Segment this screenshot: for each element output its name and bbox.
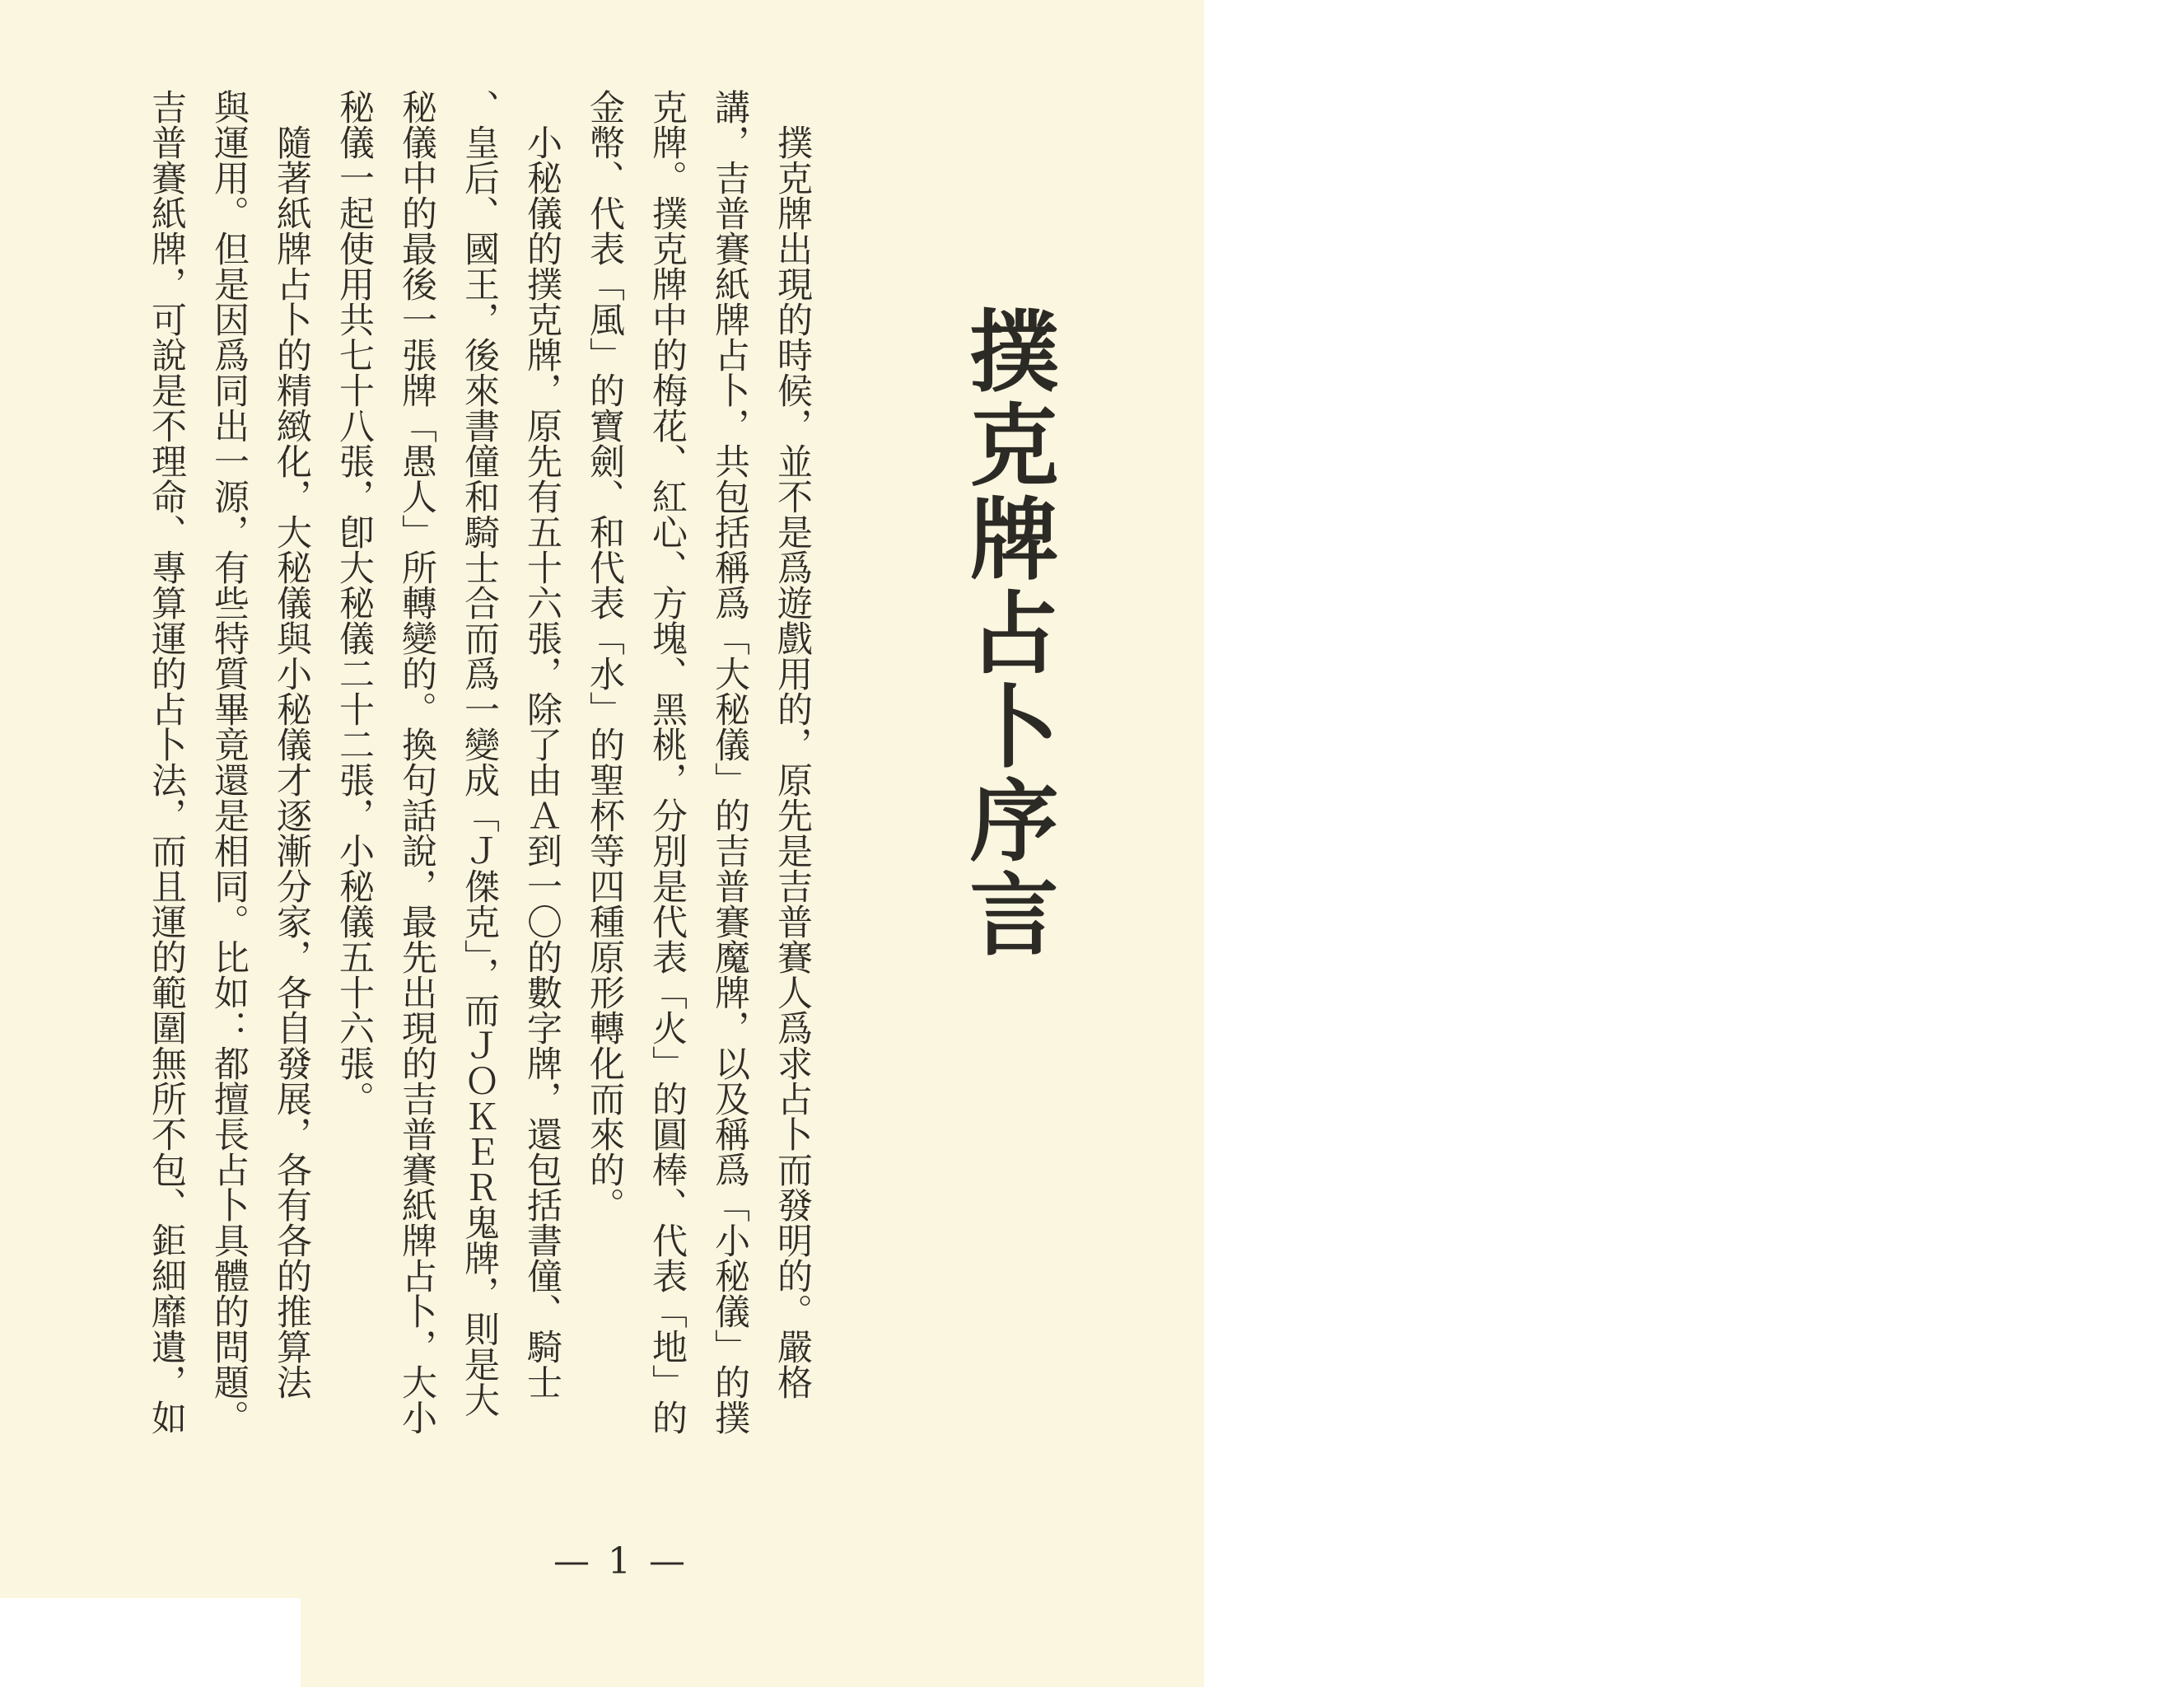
- text-column: 秘儀一起使用共七十八張，卽大秘儀二十二張，小秘儀五十六張。: [334, 89, 375, 1116]
- page-title: 撲克牌占卜序言: [954, 305, 1058, 962]
- text-column: 與運用。但是因爲同出一源，有些特質畢竟還是相同。比如：都擅長占卜具體的問題。: [208, 89, 250, 1435]
- text-column: 隨著紙牌占卜的精緻化，大秘儀與小秘儀才逐漸分家，各自發展，各有各的推算法: [271, 89, 312, 1400]
- page-number: — 1 —: [553, 1540, 688, 1582]
- text-column: 秘儀中的最後一張牌「愚人」所轉變的。換句話說，最先出現的吉普賽紙牌占卜，大小: [396, 89, 437, 1435]
- text-column: 撲克牌出現的時候，並不是爲遊戲用的，原先是吉普賽人爲求占卜而發明的。嚴格: [772, 89, 813, 1400]
- body-text: [135, 89, 824, 1506]
- text-column: 小秘儀的撲克牌，原先有五十六張，除了由Ａ到一〇的數字牌，還包括書僮、騎士: [521, 89, 562, 1400]
- text-column: 克牌。撲克牌中的梅花、紅心、方塊、黑桃，分別是代表「火」的圓棒、代表「地」的: [646, 89, 688, 1435]
- text-column: 、皇后、國王，後來書僮和騎士合而爲一變成「Ｊ傑克」，而ＪＯＫＥＲ鬼牌，則是大: [459, 89, 500, 1418]
- text-column: 講，吉普賽紙牌占卜，共包括稱爲「大秘儀」的吉普賽魔牌，以及稱爲「小秘儀」的撲: [709, 89, 750, 1435]
- text-column: 金幣、代表「風」的寶劍、和代表「水」的聖杯等四種原形轉化而來的。: [584, 89, 625, 1222]
- scan-margin: [0, 1598, 301, 1687]
- text-column: 吉普賽紙牌，可說是不理命、專算運的占卜法，而且運的範圍無所不包、鉅細靡遺，如: [146, 89, 187, 1435]
